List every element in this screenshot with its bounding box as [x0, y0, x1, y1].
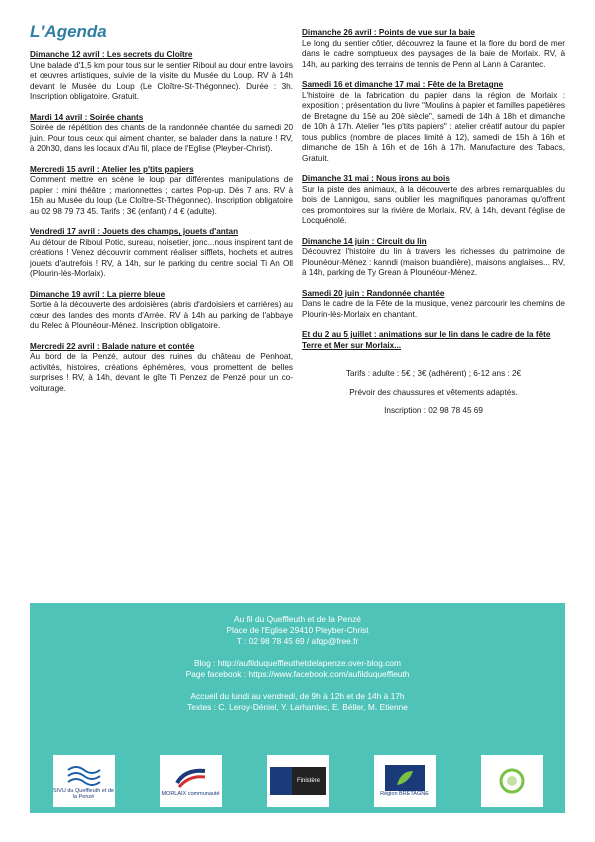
entry-body: L'histoire de la fabrication du papier dans la région de Morlaix : exposition ; présentation du livre "Moulins à papier et familles papetières de Bretagne du 15è au 20è siècle", samedi de 14h à 18h et dimanche de 10h à 17h. Atelier "les p'tits papiers" : atelier créatif autour du papier tous publics (nombre de places limité à 12), samedi de 15h à 16h et dimanche de 15h à 16h et de 16h à 17h. Manufacture des Tabacs, Gratuit. — [302, 90, 565, 163]
footer-banner — [30, 603, 565, 813]
agenda-entry — [30, 113, 293, 155]
entry-heading: Samedi 16 et dimanche 17 mai : Fête de la Bretagne — [302, 80, 504, 89]
entry-body: Sur la piste des animaux, à la découverte des arbres remarquables du bois de Lannigou, sans oublier les magnifiques panoramas qu'offrent ces promontoires sur la rivière de Morlaix. RV, à 14h, devant l'église de Locquénolé. — [302, 184, 565, 225]
practical-info — [302, 369, 565, 417]
footer-hours: Accueil du lundi au vendredi, de 9h à 12h et de 14h à 17h — [190, 691, 405, 701]
finistere-shield-icon — [270, 767, 292, 795]
entry-heading: Dimanche 12 avril : Les secrets du Cloître — [30, 50, 193, 59]
morlaix-communaute-logo — [160, 755, 222, 807]
logo-caption: Finistère — [292, 767, 326, 795]
agenda-entry — [30, 227, 293, 280]
agenda-entry — [302, 80, 565, 164]
entry-heading: Mardi 14 avril : Soirée chants — [30, 112, 144, 122]
agenda-right-column — [302, 28, 565, 425]
entry-body: Soirée de répétition des chants de la randonnée chantée du samedi 20 juin. Pour tous ceux qui aiment chanter, se balader dans la nature ! RV, à 20h30, dans les locaux d'Au fil, place de l'Eglise (Pleyber-Christ). — [30, 123, 293, 153]
entry-body: Le long du sentier côtier, découvrez la faune et la flore du bord de mer dans le cadre somptueux des paysages de la baie de Morlaix. RV, à 14h, au parking des terrains de tennis de Penn al Lann à Carantec. — [302, 38, 565, 69]
logo-caption: Région BRETAGNE — [380, 791, 429, 797]
entry-heading: Dimanche 31 mai : Nous irons au bois — [302, 174, 450, 183]
entry-body: Au bord de la Penzé, autour des ruines du château de Penhoat, activités, histoires, créations éphémères, vous promettent de belles surprises ! RV, à 14h, devant le gîte Ti Penzez de Penzé pour un co-voiturage. — [30, 352, 293, 393]
finistere-logo — [267, 755, 329, 807]
laboratoire-logo — [481, 755, 543, 807]
tarifs-text: Tarifs : adulte : 5€ ; 3€ (adhérent) ; 6-12 ans : 2€ — [345, 369, 522, 378]
inscription-text: Inscription : 02 98 78 45 69 — [384, 406, 483, 415]
morlaix-flag-icon — [171, 765, 211, 791]
entry-body: Dans le cadre de la Fête de la musique, venez parcourir les chemins de Plourin-lès-Morlaix en chantant. — [302, 299, 565, 319]
region-bretagne-logo — [374, 755, 436, 807]
agenda-left-column — [30, 50, 293, 404]
entry-heading: Dimanche 19 avril : La pierre bleue — [30, 289, 166, 299]
sivu-wave-icon — [64, 762, 104, 788]
sivu-logo — [53, 755, 115, 807]
entry-heading: Dimanche 26 avril : Points de vue sur la baie — [302, 28, 475, 37]
footer-credits: Textes : C. Leroy-Déniel, Y. Larhantec, E. Béller, M. Etienne — [187, 702, 408, 712]
footer-facebook-link[interactable]: Page facebook : https://www.facebook.com/aufilduqueffleuth — [185, 669, 410, 679]
partner-logos — [30, 753, 565, 809]
agenda-entry — [302, 289, 565, 321]
footer-address: Place de l'Eglise 29410 Pleyber-Christ — [226, 625, 369, 635]
entry-heading: Et du 2 au 5 juillet : animations sur le lin dans le cadre de la fête Terre et Mer sur Morlaix... — [302, 330, 551, 350]
logo-caption: SIVU du Queffleuth et de la Penzé — [52, 788, 115, 800]
logo-caption: MORLAIX communauté — [161, 791, 220, 797]
agenda-entry — [302, 28, 565, 70]
green-circle-icon — [492, 768, 532, 794]
entry-heading: Dimanche 14 juin : Circuit du lin — [302, 236, 427, 246]
prevoir-text: Prévoir des chaussures et vêtements adaptés. — [349, 387, 518, 397]
bretagne-leaf-icon — [385, 765, 425, 791]
entry-heading: Vendredi 17 avril : Jouets des champs, jouets d'antan — [30, 227, 239, 236]
agenda-entry — [30, 290, 293, 332]
entry-heading: Mercredi 22 avril : Balade nature et contée — [30, 341, 195, 351]
agenda-entry — [30, 342, 293, 395]
entry-heading: Mercredi 15 avril : Atelier les p'tits papiers — [30, 164, 194, 174]
entry-body: Comment mettre en scène le loup par différentes manipulations de papier : mini théâtre ; marionnettes ; cartes Pop-up. Dès 7 ans. RV à 15h au Musée du loup (Le Cloître-St-Thégonnec). Inscription obligatoire au 02 98 79 73 45. Tarifs : 3€ (enfant) / 4 € (adulte). — [30, 175, 293, 216]
agenda-entry — [302, 330, 565, 351]
entry-body: Une balade d'1,5 km pour tous sur le sentier Riboul au dour entre lavoirs et œuvres artistiques, suivie de la visite du Musée du Loup. RV à 14h devant le Musée du Loup (Le Cloître-St-Thégonnec). Durée : 3h. Inscription obligatoire. Gratuit. — [30, 60, 293, 101]
entry-body: Au détour de Riboul Potic, sureau, noisetier, jonc...nous inspirent tant de créations ! Venez découvrir comment réaliser sifflets, hochets et autres jouets d'autrefois ! RV, à 14h, sur le parking du centre social Ti An Oll (Plourin-lès-Morlaix). — [30, 237, 293, 278]
entry-body: Sortie à la découverte des ardoisières (abris d'ardoisiers et carrières) au cœur des landes des monts d'Arrée. RV à 14h au parking de l'abbaye du Relec à Plounéour-Ménez. Inscription obligatoire. — [30, 300, 293, 330]
entry-body: Découvrez l'histoire du lin à travers les richesses du patrimoine de Plounéour-Ménez : kanndi (maison buandière), maisons anglaises... RV, à 14h, parking de Ty Grean à Plounéour-Ménez. — [302, 247, 565, 277]
footer-contact[interactable]: T : 02 98 78 45 69 / afqp@free.fr — [236, 636, 359, 646]
footer-blog-link[interactable]: Blog : http://aufilduqueffleuthetdelapenze.over-blog.com — [193, 658, 402, 668]
entry-heading: Samedi 20 juin : Randonnée chantée — [302, 288, 445, 298]
agenda-entry — [302, 237, 565, 279]
agenda-entry — [30, 50, 293, 103]
page-title: L'Agenda — [30, 22, 107, 41]
agenda-entry — [30, 165, 293, 218]
footer-org: Au fil du Queffleuth et de la Penzé — [234, 614, 361, 624]
agenda-entry — [302, 174, 565, 227]
